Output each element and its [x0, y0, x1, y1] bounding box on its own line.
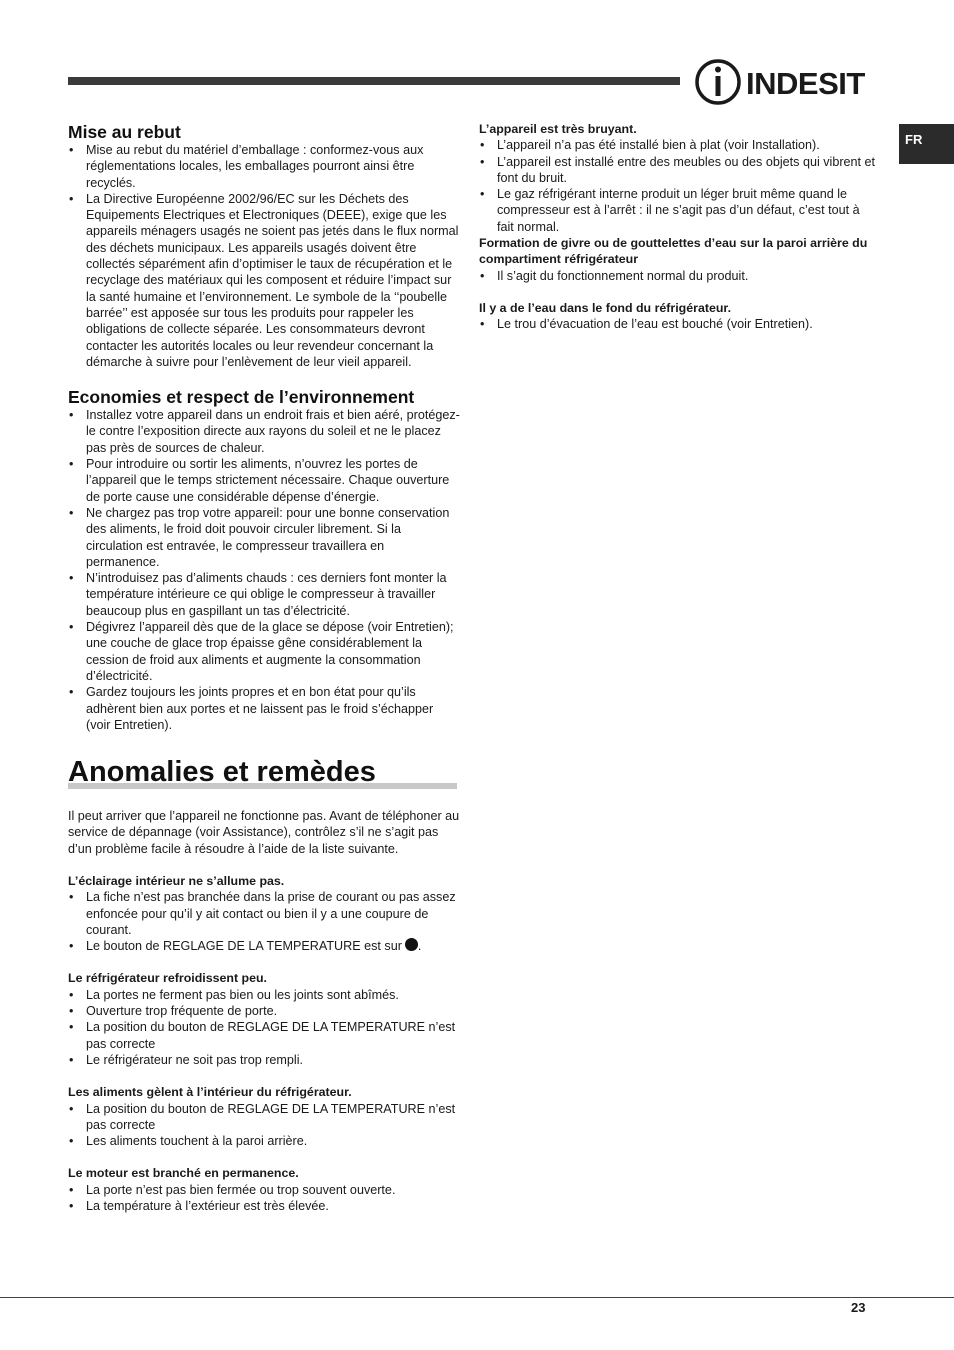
problem-title-eclairage: L’éclairage intérieur ne s’allume pas.	[68, 873, 285, 888]
list-item: • La position du bouton de REGLAGE DE LA TEMPERATURE n’est pas correcte	[69, 1101, 456, 1132]
refroid-list	[68, 987, 460, 1068]
list-item: • La Directive Européenne 2002/96/EC sur les Déchets des Equipements Electriques et Electroniques (DEEE), exige que les appareils ménagers usagés ne soient pas jetés dans le flux normal des déchets municipaux. Les appareils usagés doivent être collectés séparément afin d’optimiser le taux de récupération et le recyclage des matériaux qui les composent et réduire l’impact sur la santé humaine et l’environnement. Le symbole de la ‘‘poubelle barrée’’ est apposée sur tous les produits pour rappeler les obligations de collecte séparée. Les consommateurs devront contacter les autorités locales ou leur revendeur concernant la démarche à suivre pour l’enlèvement de leur vieil appareil.	[69, 191, 459, 369]
list-item: • Les aliments touchent à la paroi arrière.	[69, 1134, 308, 1149]
list-item: • Dégivrez l’appareil dès que de la glace se dépose (voir Entretien); une couche de glace trop épaisse gêne considérablement la cession de froid aux aliments et augmente la consommation d’électricité.	[69, 620, 454, 683]
list-item: • L’appareil est installé entre des meubles ou des objets qui vibrent et font du bruit.	[480, 154, 876, 185]
problem-title-refroid: Le réfrigérateur refroidissent peu.	[68, 971, 267, 986]
problem-title-eau: Il y a de l’eau dans le fond du réfrigérateur.	[479, 300, 732, 315]
anomalies-heading-block	[68, 756, 460, 790]
list-item: • Le bouton de REGLAGE DE LA TEMPERATURE est sur .	[69, 939, 422, 954]
problem-title-bruyant: L’appareil est très bruyant.	[479, 122, 637, 136]
right-column	[479, 121, 879, 333]
list-item: • La portes ne ferment pas bien ou les joints sont abîmés.	[69, 987, 399, 1002]
problem-title-moteur: Le moteur est branché en permanence.	[68, 1166, 299, 1181]
list-item: • Le réfrigérateur ne soit pas trop rempli.	[69, 1052, 303, 1067]
page-number: 23	[851, 1300, 866, 1315]
list-item: • Mise au rebut du matériel d’emballage : conformez-vous aux réglementations locales, les emballages pourront ainsi être recyclés.	[69, 143, 424, 190]
bruyant-list	[479, 137, 879, 235]
list-item: • Gardez toujours les joints propres et en bon état pour qu’ils adhèrent bien aux portes et ne laissent pas le froid s’échapper (voir Entretien).	[69, 685, 434, 732]
problem-title-gelent: Les aliments gèlent à l’intérieur du réfrigérateur.	[68, 1085, 352, 1100]
left-column	[68, 122, 460, 1214]
footer-rule	[0, 1297, 954, 1298]
section-title-mise-au-rebut: Mise au rebut	[68, 122, 181, 142]
list-item: • Installez votre appareil dans un endroit frais et bien aéré, protégez-le contre l’exposition directe aux rayons du soleil et ne le placez pas près de sources de chaleur.	[69, 408, 460, 455]
knob-position-icon	[405, 938, 418, 951]
eau-list	[479, 316, 879, 332]
givre-list	[479, 268, 879, 284]
list-item: • La position du bouton de REGLAGE DE LA TEMPERATURE n’est pas correcte	[69, 1020, 456, 1051]
moteur-list	[68, 1182, 460, 1215]
eclairage-list	[68, 889, 460, 954]
list-item: • La fiche n’est pas branchée dans la prise de courant ou pas assez enfoncée pour qu’il y ait contact ou bien il y a une coupure de courant.	[69, 890, 456, 937]
header-rule	[68, 77, 680, 85]
list-item: • Le trou d’évacuation de l’eau est bouché (voir Entretien).	[480, 317, 813, 332]
problem-title-givre: Formation de givre ou de gouttelettes d’eau sur la paroi arrière du compartiment réfrigérateur	[479, 236, 868, 267]
list-item: • Il s’agit du fonctionnement normal du produit.	[480, 268, 749, 283]
list-item: • Ne chargez pas trop votre appareil: pour une bonne conservation des aliments, le froid doit pouvoir circuler librement. Si la circulation est entravée, le compresseur travaillera en permanence.	[69, 505, 450, 569]
list-item: • L’appareil n’a pas été installé bien à plat (voir Installation).	[480, 138, 820, 153]
section-title-economies: Economies et respect de l’environnement	[68, 387, 415, 408]
list-item: • Ouverture trop fréquente de porte.	[69, 1004, 278, 1019]
brand-text: INDESIT	[746, 66, 865, 101]
list-item: • Le gaz réfrigérant interne produit un léger bruit même quand le compresseur est à l’arrêt : il ne s’agit pas d’un défaut, c’est tout à fait normal.	[480, 187, 860, 234]
indesit-logo	[694, 58, 869, 106]
list-item: • Pour introduire ou sortir les aliments, n’ouvrez les portes de l’appareil que le temps strictement nécessaire. Chaque ouverture de porte cause une considérable dépense d’énergie.	[69, 457, 450, 504]
list-item: • La porte n’est pas bien fermée ou trop souvent ouverte.	[69, 1182, 396, 1197]
list-item: • La température à l’extérieur est très élevée.	[69, 1199, 329, 1214]
language-tab: FR	[899, 124, 954, 164]
gelent-list	[68, 1101, 460, 1150]
eco-list	[68, 407, 460, 733]
page-title-anomalies: Anomalies et remèdes	[68, 756, 376, 789]
list-item: • N’introduisez pas d’aliments chauds : ces derniers font monter la température intérieure ce qui oblige le compresseur à travailler beaucoup plus en gaspillant un tas d’électricité.	[69, 571, 447, 618]
anomalies-intro: Il peut arriver que l’appareil ne fonctionne pas. Avant de téléphoner au service de dépannage (voir Assistance), contrôlez s’il ne s’agit pas d’un problème facile à résoudre à l’aide de la liste suivante.	[68, 809, 460, 856]
mise-list	[68, 142, 460, 370]
